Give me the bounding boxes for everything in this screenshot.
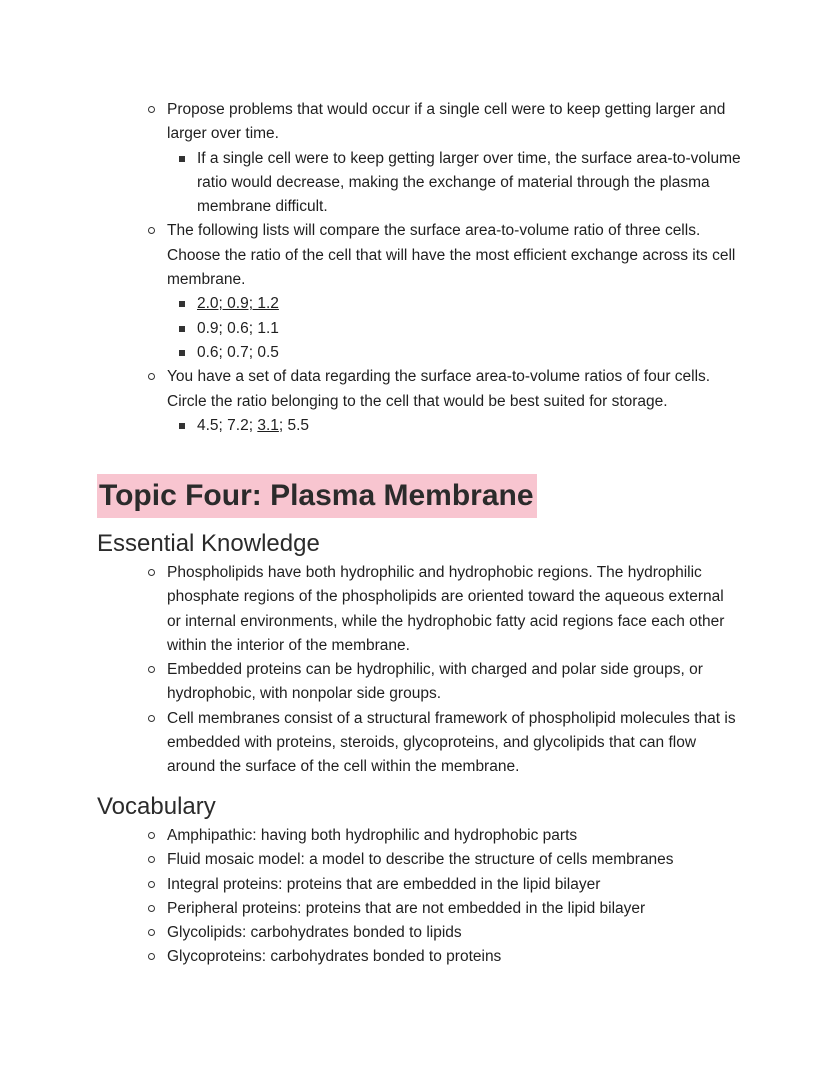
sub-list-item-text: ; 5.5 [278, 416, 310, 434]
sub-list-item [197, 317, 742, 341]
answer-underlined: 3.1 [257, 416, 279, 434]
answer-underlined: 2.0; 0.9; 1.2 [197, 295, 279, 313]
top-list [0, 98, 828, 438]
list-item-text: Cell membranes consist of a structural framework of phospholipid molecules that is embedded with proteins, steroids, glycoproteins, and glycolipids that can flow around the surface of the cell within the membrane. [167, 709, 736, 776]
list-item-text: You have a set of data regarding the surface area-to-volume ratios of four cells. Circle the ratio belonging to the cell that would be best suited for storage. [167, 368, 711, 410]
list-item [167, 945, 737, 969]
hollow-circle-bullet-icon [148, 106, 155, 113]
list-item-text: Phospholipids have both hydrophilic and hydrophobic regions. The hydrophilic phosphate regions of the phospholipids are oriented toward the aqueous external or internal environments, while the hydrophobic fatty acid regions face each other within the interior of the membrane. [167, 564, 725, 654]
list-item [167, 561, 737, 658]
list-item [167, 824, 737, 848]
list-item-text: Fluid mosaic model: a model to describe the structure of cells membranes [167, 851, 674, 869]
square-bullet-icon [179, 326, 185, 332]
hollow-circle-bullet-icon [148, 929, 155, 936]
list-item [167, 365, 737, 414]
list-item [167, 921, 737, 945]
hollow-circle-bullet-icon [148, 666, 155, 673]
list-item-text: Glycolipids: carbohydrates bonded to lipids [167, 924, 462, 942]
list-item [167, 98, 737, 147]
list-item-text: Propose problems that would occur if a single cell were to keep getting larger and larger over time. [167, 101, 726, 143]
vocabulary-list [0, 824, 828, 970]
hollow-circle-bullet-icon [148, 227, 155, 234]
list-item [167, 219, 737, 292]
list-item [167, 873, 737, 897]
list-item-text: Glycoproteins: carbohydrates bonded to proteins [167, 948, 502, 966]
hollow-circle-bullet-icon [148, 905, 155, 912]
list-item-text: Amphipathic: having both hydrophilic and hydrophobic parts [167, 827, 578, 844]
hollow-circle-bullet-icon [148, 373, 155, 380]
square-bullet-icon [179, 423, 185, 429]
hollow-circle-bullet-icon [148, 881, 155, 888]
essential-knowledge-list [0, 561, 828, 780]
list-item [167, 707, 737, 780]
hollow-circle-bullet-icon [148, 832, 155, 839]
square-bullet-icon [179, 156, 185, 162]
section-heading-essential-knowledge: Essential Knowledge [97, 530, 320, 557]
hollow-circle-bullet-icon [148, 569, 155, 576]
sub-list-item [197, 147, 742, 220]
section-heading-vocabulary: Vocabulary [97, 793, 216, 820]
list-item-text: Integral proteins: proteins that are embedded in the lipid bilayer [167, 875, 601, 893]
sub-list-item-text: 4.5; 7.2; [197, 416, 258, 434]
list-item [167, 658, 737, 707]
sub-list-item [197, 341, 742, 365]
topic-title: Topic Four: Plasma Membrane [97, 474, 537, 518]
sub-list-item-text: 0.9; 0.6; 1.1 [197, 319, 279, 337]
list-item [167, 897, 737, 921]
hollow-circle-bullet-icon [148, 715, 155, 722]
sub-list-item [197, 292, 742, 316]
list-item [167, 848, 737, 872]
list-item-text: Embedded proteins can be hydrophilic, with charged and polar side groups, or hydrophobic, with nonpolar side groups. [167, 661, 703, 703]
square-bullet-icon [179, 301, 185, 307]
sub-list-item-text: 0.6; 0.7; 0.5 [197, 343, 279, 361]
hollow-circle-bullet-icon [148, 856, 155, 863]
sub-list-item-text: If a single cell were to keep getting larger over time, the surface area-to-volume ratio would decrease, making the exchange of material through the plasma membrane difficult. [197, 149, 741, 216]
list-item-text: Peripheral proteins: proteins that are not embedded in the lipid bilayer [167, 899, 646, 917]
list-item-text: The following lists will compare the surface area-to-volume ratio of three cells. Choose the ratio of the cell that will have the most efficient exchange across its cell membrane. [167, 222, 736, 289]
sub-list-item [197, 414, 742, 438]
hollow-circle-bullet-icon [148, 953, 155, 960]
square-bullet-icon [179, 350, 185, 356]
